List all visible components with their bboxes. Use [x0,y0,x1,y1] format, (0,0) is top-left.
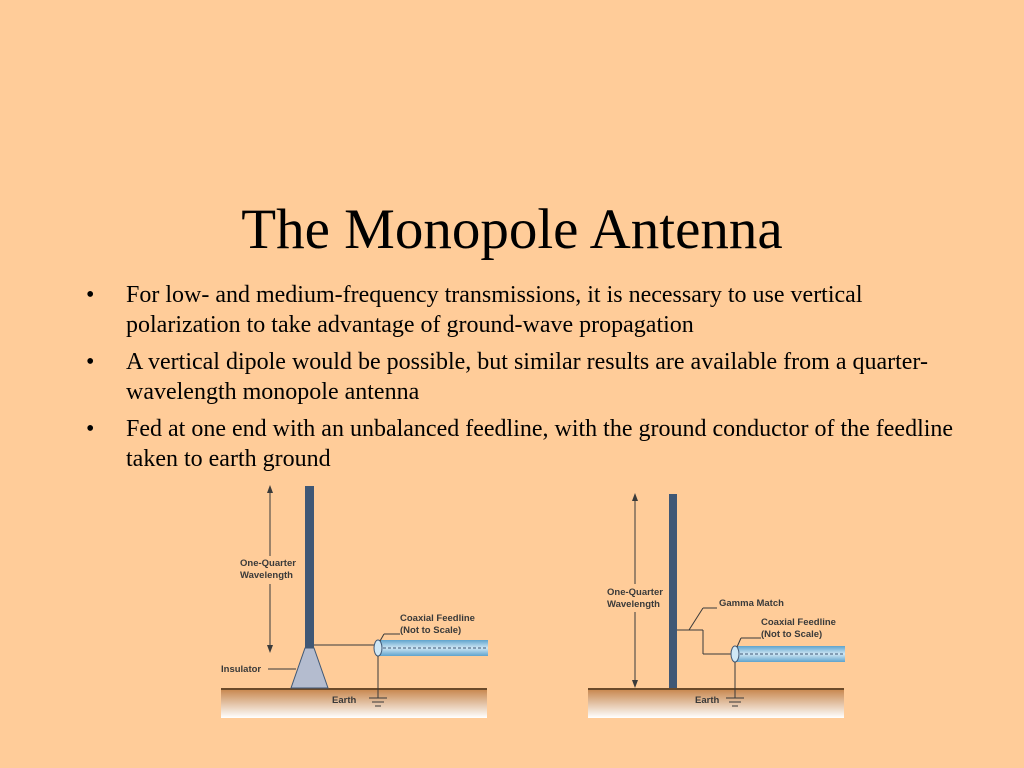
bullet-text: Fed at one end with an unbalanced feedline, with the ground conductor of the feedline taken to earth ground [126,416,954,472]
coax-label-line1: Coaxial Feedline [761,617,836,628]
arrowhead-up-icon [267,485,273,493]
coax-end [374,640,382,656]
monopole-element [305,486,314,648]
quarter-wave-label-line2: Wavelength [240,570,293,581]
monopole-insulator-diagram [218,484,490,720]
earth-surface-line [221,688,487,690]
gamma-leader [689,608,703,630]
quarter-wave-label-line1: One-Quarter [240,558,296,569]
bullet-text: For low- and medium-frequency transmissions, it is necessary to use vertical polarization to take advantage of ground-wave propagation [126,282,863,338]
bullet-list [86,280,966,481]
quarter-wave-label-line1: One-Quarter [607,587,663,598]
coax-label-line2: (Not to Scale) [400,625,462,636]
arrowhead-up-icon [632,493,638,501]
earth-label: Earth [332,695,357,706]
bullet-dot: • [86,349,95,375]
earth-label: Earth [695,695,720,706]
bullet-item [86,280,966,340]
bullet-text: A vertical dipole would be possible, but similar results are available from a quarter-wavelength monopole antenna [126,349,928,405]
arrowhead-down-icon [267,645,273,653]
monopole-element [669,494,677,688]
coax-label-line1: Coaxial Feedline [400,613,475,624]
arrowhead-down-icon [632,680,638,688]
earth-surface-line [588,688,844,690]
monopole-gamma-match-diagram [585,484,847,720]
gamma-match-label: Gamma Match [719,598,784,609]
bullet-item [86,414,966,474]
coax-label-line2: (Not to Scale) [761,629,823,640]
insulator-shape [291,648,328,688]
slide-title: The Monopole Antenna [241,198,783,261]
coax-end [731,646,739,662]
coax-leader-tick [737,638,741,647]
coax-leader-tick [380,634,384,641]
bullet-dot: • [86,416,95,442]
bullet-item [86,347,966,407]
bullet-dot: • [86,282,95,308]
insulator-label: Insulator [221,664,262,675]
quarter-wave-label-line2: Wavelength [607,599,660,610]
